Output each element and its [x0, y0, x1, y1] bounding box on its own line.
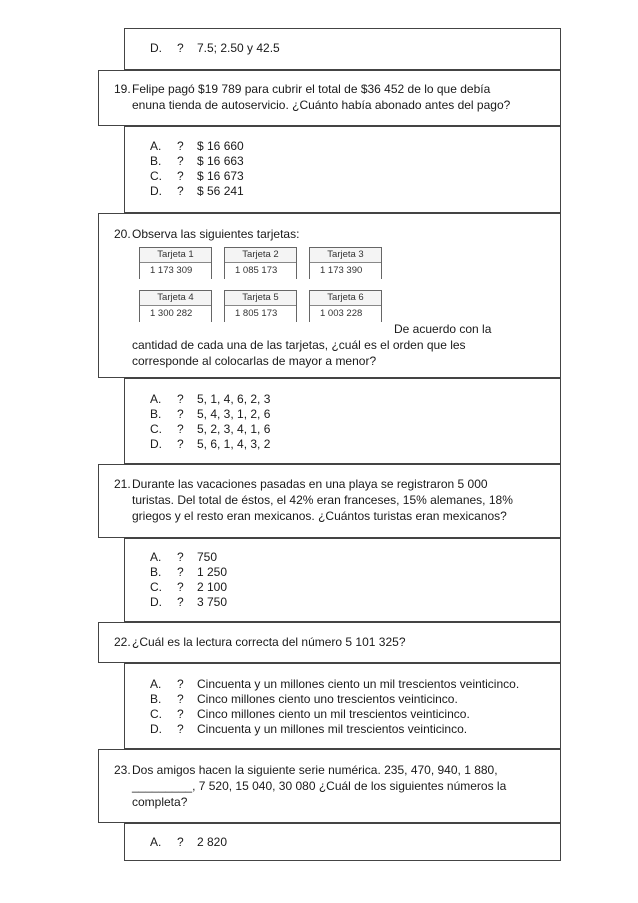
q19-option-d[interactable]: D. ? $ 56 241: [150, 184, 244, 198]
card-5: Tarjeta 5 1 805 173: [224, 290, 297, 322]
q18-option-d[interactable]: D. ? 7.5; 2.50 y 42.5: [150, 41, 280, 55]
q23-option-a[interactable]: A. ? 2 820: [150, 835, 228, 849]
card-6: Tarjeta 6 1 003 228: [309, 290, 382, 322]
card-1: Tarjeta 1 1 173 309: [139, 247, 212, 279]
q23-question-text: 23.Dos amigos hacen la siguiente serie numérica. 235, 470, 940, 1 880, _________, 7 520, 15 040, 30 080 ¿Cuál de los siguientes números la completa?: [114, 763, 507, 809]
q22-options: [150, 677, 519, 737]
q19-question-text: 19.Felipe pagó $19 789 para cubrir el total de $36 452 de lo que debía enuna tienda de autoservicio. ¿Cuánto había abonado antes del pago?: [114, 82, 511, 112]
q22-option-d[interactable]: D. ? Cincuenta y un millones mil trescientos veinticinco.: [150, 722, 468, 736]
q20-option-d[interactable]: D. ? 5, 6, 1, 4, 3, 2: [150, 437, 271, 451]
q20-options: [150, 392, 270, 452]
card-3: Tarjeta 3 1 173 390: [309, 247, 382, 279]
q19-option-b[interactable]: B. ? $ 16 663: [150, 154, 244, 168]
q21-option-d[interactable]: D. ? 3 750: [150, 595, 228, 609]
card-4: Tarjeta 4 1 300 282: [139, 290, 212, 322]
q20-question-text: De acuerdo con la cantidad de cada una de las tarjetas, ¿cuál es el orden que les corresponde al colocarlas de mayor a menor?: [132, 322, 492, 368]
q20-option-c[interactable]: C. ? 5, 2, 3, 4, 1, 6: [150, 422, 271, 436]
q21-option-b[interactable]: B. ? 1 250: [150, 565, 228, 579]
q21-option-a[interactable]: A. ? 750: [150, 550, 218, 564]
q22-option-c[interactable]: C. ? Cinco millones ciento un mil trescientos veinticinco.: [150, 707, 470, 721]
q22-option-a[interactable]: A. ? Cincuenta y un millones ciento un mil trescientos veinticinco.: [150, 677, 520, 691]
q19-options: [150, 139, 244, 199]
q21-options: [150, 550, 227, 610]
card-2: Tarjeta 2 1 085 173: [224, 247, 297, 279]
q21-question-text: 21.Durante las vacaciones pasadas en una playa se registraron 5 000 turistas. Del total de éstos, el 42% eran franceses, 15% alemanes, 18% griegos y el resto eran mexicanos. ¿Cuántos turistas eran mexicanos?: [114, 477, 513, 523]
q23-options: [150, 835, 227, 850]
q21-option-c[interactable]: C. ? 2 100: [150, 580, 228, 594]
q19-option-c[interactable]: C. ? $ 16 673: [150, 169, 244, 183]
q18-options: [150, 41, 280, 56]
q20-question-intro: 20.Observa las siguientes tarjetas:: [114, 227, 300, 241]
q22-question-text: 22.¿Cuál es la lectura correcta del número 5 101 325?: [114, 635, 406, 649]
q20-option-b[interactable]: B. ? 5, 4, 3, 1, 2, 6: [150, 407, 271, 421]
q22-option-b[interactable]: B. ? Cinco millones ciento uno trescientos veinticinco.: [150, 692, 458, 706]
q19-option-a[interactable]: A. ? $ 16 660: [150, 139, 244, 153]
q20-option-a[interactable]: A. ? 5, 1, 4, 6, 2, 3: [150, 392, 271, 406]
